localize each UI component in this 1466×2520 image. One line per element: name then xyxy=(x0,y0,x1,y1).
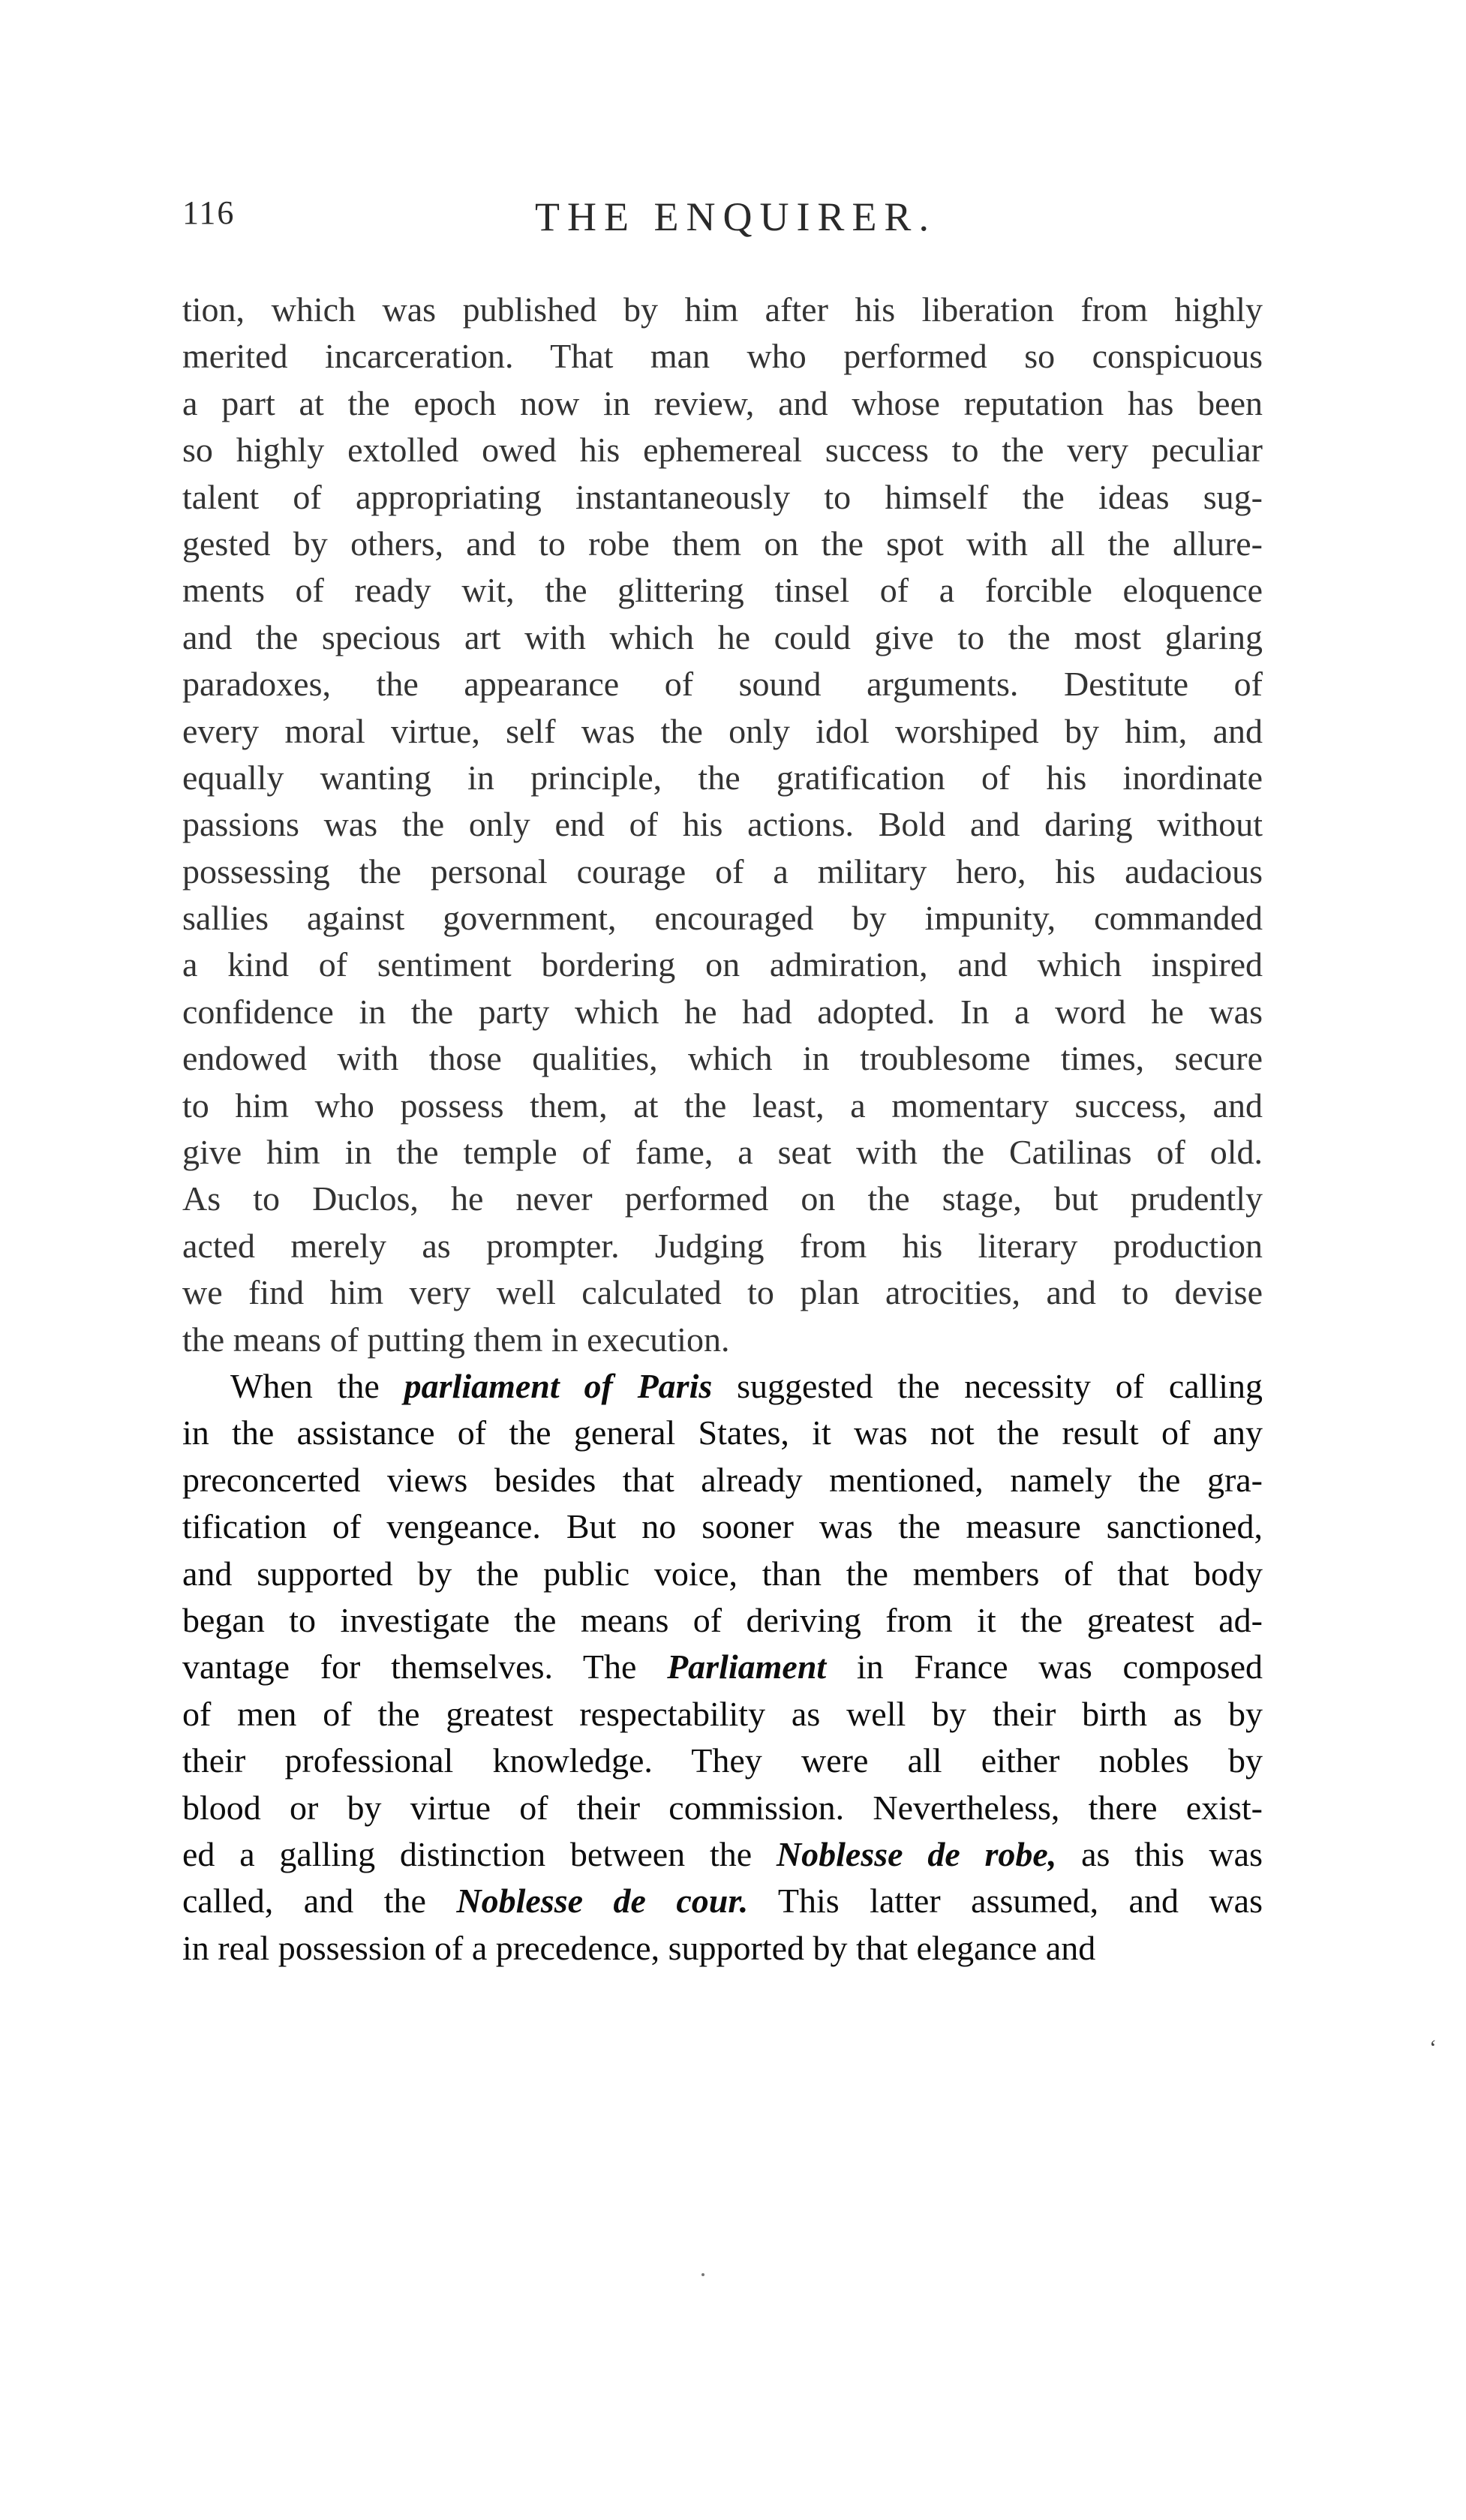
text-line: and the specious art with which he could give to the most glaring xyxy=(182,617,1263,656)
text-run: suggested the necessity of calling xyxy=(712,1366,1263,1405)
text-line xyxy=(182,1644,1263,1690)
text-line: tification of vengeance. But no sooner was the measure sanctioned, xyxy=(182,1507,1263,1546)
text-line: talent of appropriating instantaneously to himself the ideas sug- xyxy=(182,477,1263,516)
margin-mark: ‘ xyxy=(1429,2035,1437,2060)
text-run: as this was xyxy=(1056,1834,1263,1873)
text-line: of men of the greatest respectability as well by their birth as by xyxy=(182,1694,1263,1733)
text-line: in real possession of a precedence, supported by that elegance and xyxy=(182,1928,1096,1967)
text-line: to him who possess them, at the least, a momentary success, and xyxy=(182,1086,1263,1125)
text-line: began to investigate the means of deriving from it the greatest ad- xyxy=(182,1600,1263,1639)
italic-phrase: Parliament xyxy=(667,1647,827,1687)
text-line: endowed with those qualities, which in troublesome times, secure xyxy=(182,1039,1263,1078)
text-line: the means of putting them in execution. xyxy=(182,1320,730,1359)
text-line: give him in the temple of fame, a seat with the Catilinas of old. xyxy=(182,1133,1263,1172)
text-line: their professional knowledge. They were all either nobles by xyxy=(182,1741,1263,1780)
text-line: so highly extolled owed his ephemereal success to the very peculiar xyxy=(182,431,1263,470)
text-line: a kind of sentiment bordering on admiration, and which inspired xyxy=(182,945,1263,984)
text-run: This latter assumed, and was xyxy=(748,1882,1263,1921)
text-line: acted merely as prompter. Judging from his literary production xyxy=(182,1226,1263,1265)
text-line: confidence in the party which he had adopted. In a word he was xyxy=(182,992,1263,1031)
text-run: ed a galling distinction between the xyxy=(182,1834,777,1873)
text-line xyxy=(182,1363,1263,1410)
text-line: equally wanting in principle, the gratification of his inordinate xyxy=(182,758,1263,797)
page-header xyxy=(182,194,1263,261)
running-title: THE ENQUIRER. xyxy=(535,194,936,239)
paragraph-1 xyxy=(182,287,1263,1363)
italic-phrase: Noblesse de robe, xyxy=(776,1834,1057,1873)
text-line xyxy=(182,1831,1263,1878)
text-line: merited incarceration. That man who performed so conspicuous xyxy=(182,337,1263,376)
text-line: tion, which was published by him after his liberation from highly xyxy=(182,290,1263,329)
text-line: in the assistance of the general States, it was not the result of any xyxy=(182,1413,1263,1452)
text-run: When the xyxy=(230,1366,404,1405)
text-line: gested by others, and to robe them on the spot with all the allure- xyxy=(182,524,1263,563)
text-line: a part at the epoch now in review, and whose reputation has been xyxy=(182,383,1263,422)
text-line: preconcerted views besides that already mentioned, namely the gra- xyxy=(182,1460,1263,1499)
text-run: in France was composed xyxy=(826,1647,1263,1687)
text-line: As to Duclos, he never performed on the stage, but prudently xyxy=(182,1179,1263,1218)
body-text xyxy=(182,287,1263,1972)
italic-phrase: Noblesse de cour. xyxy=(456,1882,749,1921)
paragraph-2 xyxy=(182,1363,1263,1972)
italic-phrase: parliament of Paris xyxy=(404,1366,713,1405)
text-line: passions was the only end of his actions. Bold and daring without xyxy=(182,805,1263,844)
text-line: every moral virtue, self was the only idol worshiped by him, and xyxy=(182,711,1263,750)
text-line: possessing the personal courage of a military hero, his audacious xyxy=(182,852,1263,891)
text-line: we find him very well calculated to plan atrocities, and to devise xyxy=(182,1273,1263,1312)
text-run: vantage for themselves. The xyxy=(182,1647,668,1687)
text-run: called, and the xyxy=(182,1882,457,1921)
text-line: sallies against government, encouraged by impunity, commanded xyxy=(182,899,1263,938)
text-line xyxy=(182,1878,1263,1924)
text-line: blood or by virtue of their commission. Nevertheless, there exist- xyxy=(182,1788,1263,1827)
page-number: 116 xyxy=(182,194,236,231)
ink-speck xyxy=(701,2273,704,2276)
text-line: paradoxes, the appearance of sound arguments. Destitute of xyxy=(182,665,1263,704)
text-line: and supported by the public voice, than the members of that body xyxy=(182,1554,1263,1593)
text-line: ments of ready wit, the glittering tinsel of a forcible eloquence xyxy=(182,571,1263,610)
